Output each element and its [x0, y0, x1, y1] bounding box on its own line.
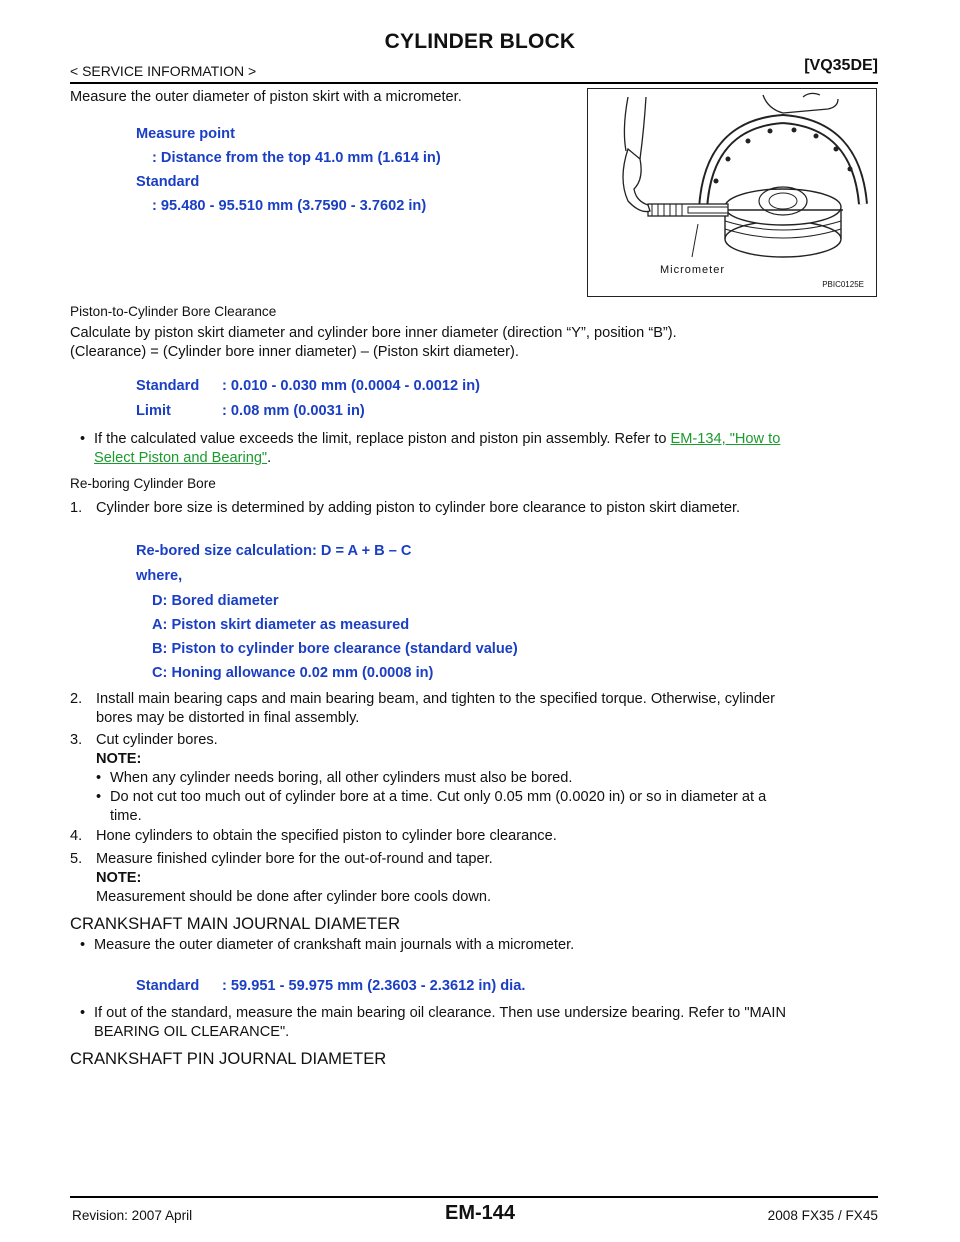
intro-text: Measure the outer diameter of piston skirt with a micrometer. [70, 89, 462, 105]
calc-d: D: Bored diameter [152, 593, 279, 609]
note-text-3: Measurement should be done after cylinder bore cools down. [96, 889, 492, 905]
clearance-limit-label: Limit [136, 403, 171, 419]
bullet-text-cont: BEARING OIL CLEARANCE". [94, 1024, 290, 1040]
clearance-heading: Piston-to-Cylinder Bore Clearance [70, 304, 277, 319]
measure-point-value: : Distance from the top 41.0 mm (1.614 in) [152, 150, 441, 166]
clearance-line-2: (Clearance) = (Cylinder bore inner diameter) – (Piston skirt diameter). [70, 344, 519, 360]
note-label: NOTE: [96, 751, 142, 767]
calc-c: C: Honing allowance 0.02 mm (0.0008 in) [152, 665, 434, 681]
step-text: Hone cylinders to obtain the specified piston to cylinder bore clearance. [96, 828, 557, 844]
bullet-dot: • [80, 431, 86, 447]
note-bullet-2 [96, 788, 880, 826]
footer-divider [70, 1196, 878, 1198]
note-bullet-1 [96, 769, 572, 788]
note-text: Do not cut too much out of cylinder bore at a time. Cut only 0.05 mm (0.0020 in) or so in diameter at a [110, 789, 767, 805]
clearance-bullet-text: If the calculated value exceeds the limit, replace piston and piston pin assembly. Refer to [94, 431, 671, 447]
clearance-line-1: Calculate by piston skirt diameter and cylinder bore inner diameter (direction “Y”, position “B”). [70, 325, 677, 341]
step-number: 2. [70, 691, 83, 707]
crank-main-bullet-2 [80, 1004, 880, 1042]
micrometer-illustration [588, 89, 875, 295]
crank-main-heading: CRANKSHAFT MAIN JOURNAL DIAMETER [70, 914, 401, 933]
clearance-limit-value: : 0.08 mm (0.0031 in) [222, 403, 365, 419]
step-text: Measure finished cylinder bore for the out-of-round and taper. [96, 851, 493, 867]
bullet-dot: • [80, 1005, 86, 1021]
note-text-cont: time. [110, 808, 142, 824]
step-number: 5. [70, 851, 83, 867]
footer-revision: Revision: 2007 April [72, 1208, 193, 1223]
reboring-heading: Re-boring Cylinder Bore [70, 476, 216, 491]
bullet-text: If out of the standard, measure the main bearing oil clearance. Then use undersize bearing. Refer to "MAIN [94, 1005, 787, 1021]
step-number: 3. [70, 732, 83, 748]
clearance-bullet-end: . [267, 450, 272, 466]
bullet-text: Measure the outer diameter of crankshaft main journals with a micrometer. [94, 937, 575, 953]
step-number: 1. [70, 500, 83, 516]
how-to-select-piston-link-cont[interactable]: Select Piston and Bearing" [94, 450, 268, 466]
step-number: 4. [70, 828, 83, 844]
calc-a: A: Piston skirt diameter as measured [152, 617, 410, 633]
step-text: Install main bearing caps and main bearing beam, and tighten to the specified torque. Otherwise, cylinder [96, 691, 776, 707]
reboring-step-1 [70, 499, 740, 518]
micrometer-label: Micrometer [660, 264, 726, 276]
crank-main-standard-label: Standard [136, 978, 200, 994]
measure-point-label: Measure point [136, 126, 235, 142]
calc-where: where, [136, 568, 183, 584]
clearance-standard-value: : 0.010 - 0.030 mm (0.0004 - 0.0012 in) [222, 378, 480, 394]
figure-code: PBIC0125E [822, 280, 864, 289]
clearance-standard-label: Standard [136, 378, 200, 394]
reboring-step-5 [70, 850, 493, 869]
bullet-dot: • [96, 789, 102, 805]
footer-model: 2008 FX35 / FX45 [767, 1208, 878, 1223]
measure-standard-value: : 95.480 - 95.510 mm (3.7590 - 3.7602 in) [152, 198, 427, 214]
how-to-select-piston-link[interactable]: EM-134, "How to [670, 431, 781, 447]
crank-main-standard-value: : 59.951 - 59.975 mm (2.3603 - 2.3612 in) dia. [222, 978, 526, 994]
bullet-dot: • [80, 937, 86, 953]
crank-main-bullet-1 [80, 936, 574, 955]
engine-code: [VQ35DE] [804, 57, 878, 74]
note-label-2: NOTE: [96, 870, 142, 886]
calc-title: Re-bored size calculation: D = A + B – C [136, 543, 412, 559]
measure-standard-label: Standard [136, 174, 200, 190]
section-breadcrumb: < SERVICE INFORMATION > [70, 63, 257, 79]
step-text: Cylinder bore size is determined by adding piston to cylinder bore clearance to piston skirt diameter. [96, 500, 741, 516]
calc-b: B: Piston to cylinder bore clearance (standard value) [152, 641, 518, 657]
page-number: EM-144 [444, 1202, 516, 1224]
crank-pin-heading: CRANKSHAFT PIN JOURNAL DIAMETER [70, 1049, 387, 1068]
bullet-dot: • [96, 770, 102, 786]
header-divider [70, 82, 878, 84]
reboring-step-3 [70, 731, 218, 750]
note-text: When any cylinder needs boring, all other cylinders must also be bored. [110, 770, 573, 786]
step-text-cont: bores may be distorted in final assembly. [96, 710, 360, 726]
clearance-bullet [80, 430, 880, 468]
page-title: CYLINDER BLOCK [384, 30, 576, 53]
step-text: Cut cylinder bores. [96, 732, 218, 748]
reboring-step-2 [70, 690, 880, 728]
micrometer-figure [587, 88, 877, 297]
reboring-step-4 [70, 827, 557, 846]
